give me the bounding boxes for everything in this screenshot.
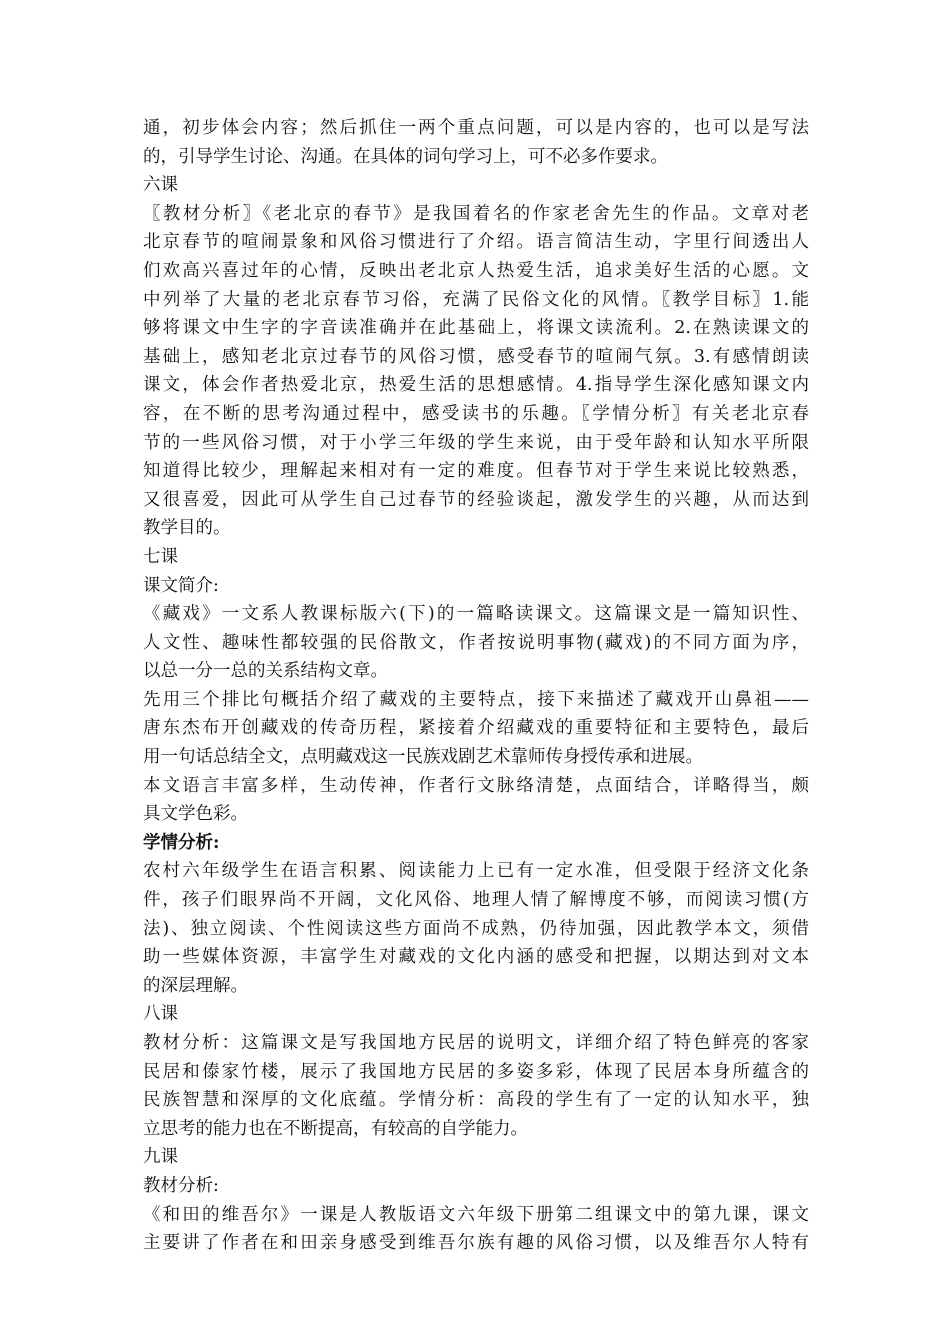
text-line: 主要讲了作者在和田亲身感受到维吾尔族有趣的风俗习惯，以及维吾尔人特有 — [143, 1233, 809, 1254]
text-line: 先用三个排比句概括介绍了藏戏的主要特点，接下来描述了藏戏开山鼻祖—— — [143, 689, 809, 710]
text-line: 容，在不断的思考沟通过程中，感受读书的乐趣。〖学情分析〗有关老北京春 — [143, 403, 809, 424]
section-heading: 学情分析: — [143, 832, 220, 853]
text-line: 九课 — [143, 1147, 178, 1168]
text-line: 唐东杰布开创藏戏的传奇历程，紧接着介绍藏戏的重要特征和主要特色，最后 — [143, 718, 809, 739]
text-line: 六课 — [143, 175, 178, 196]
text-line: 《和田的维吾尔》一课是人教版语文六年级下册第二组课文中的第九课，课文 — [143, 1204, 809, 1225]
text-line: 够将课文中生字的字音读准确并在此基础上，将课文读流利。2.在熟读课文的 — [143, 318, 809, 339]
text-line: 基础上，感知老北京过春节的风俗习惯，感受春节的喧闹气氛。3.有感情朗读 — [143, 346, 809, 367]
text-line: 的深层理解。 — [143, 975, 248, 996]
text-line: 中列举了大量的老北京春节习俗，充满了民俗文化的风情。〖教学目标〗1.能 — [143, 289, 809, 310]
text-line: 的，引导学生讨论、沟通。在具体的词句学习上，可不必多作要求。 — [143, 146, 668, 167]
text-line: 立思考的能力也在不断提高，有较高的自学能力。 — [143, 1118, 528, 1139]
text-line: 知道得比较少，理解起来相对有一定的难度。但春节对于学生来说比较熟悉， — [143, 461, 809, 482]
text-line: 用一句话总结全文，点明藏戏这一民族戏剧艺术靠师传身授传承和进展。 — [143, 747, 703, 768]
text-line: 民居和傣家竹楼，展示了我国地方民居的多姿多彩，体现了民居本身所蕴含的 — [143, 1061, 809, 1082]
text-line: 《藏戏》一文系人教课标版六(下)的一篇略读课文。这篇课文是一篇知识性、 — [143, 604, 809, 625]
text-line: 助一些媒体资源，丰富学生对藏戏的文化内涵的感受和把握，以期达到对文本 — [143, 947, 809, 968]
text-line: 北京春节的喧闹景象和风俗习惯进行了介绍。语言简洁生动，字里行间透出人 — [143, 232, 809, 253]
text-line: 〖教材分析〗《老北京的春节》是我国着名的作家老舍先生的作品。文章对老 — [143, 203, 809, 224]
text-line: 七课 — [143, 546, 178, 567]
text-line: 通，初步体会内容；然后抓住一两个重点问题，可以是内容的，也可以是写法 — [143, 118, 809, 138]
text-line: 人文性、趣味性都较强的民俗散文，作者按说明事物(藏戏)的不同方面为序， — [143, 632, 809, 653]
text-line: 具文学色彩。 — [143, 804, 248, 825]
text-line: 又很喜爱，因此可从学生自己过春节的经验谈起，激发学生的兴趣，从而达到 — [143, 489, 809, 510]
text-line: 节的一些风俗习惯，对于小学三年级的学生来说，由于受年龄和认知水平所限 — [143, 432, 809, 453]
text-line: 课文，体会作者热爱北京，热爱生活的思想感情。4.指导学生深化感知课文内 — [143, 375, 809, 396]
text-line: 件，孩子们眼界尚不开阔，文化风俗、地理人情了解博度不够，而阅读习惯(方 — [143, 890, 809, 911]
document-page — [143, 114, 809, 1258]
text-line: 们欢高兴喜过年的心情，反映出老北京人热爱生活，追求美好生活的心愿。文 — [143, 260, 809, 281]
text-line: 以总一分一总的关系结构文章。 — [143, 661, 388, 682]
text-line: 八课 — [143, 1004, 178, 1025]
text-line: 教材分析: — [143, 1175, 219, 1196]
text-line: 本文语言丰富多样，生动传神，作者行文脉络清楚，点面结合，详略得当，颇 — [143, 775, 809, 796]
text-line: 课文简介: — [143, 575, 219, 596]
text-line: 农村六年级学生在语言积累、阅读能力上已有一定水准，但受限于经济文化条 — [143, 861, 809, 882]
text-line: 教材分析：这篇课文是写我国地方民居的说明文，详细介绍了特色鲜亮的客家 — [143, 1033, 809, 1053]
text-line: 教学目的。 — [143, 518, 231, 539]
text-line: 民族智慧和深厚的文化底蕴。学情分析：高段的学生有了一定的认知水平，独 — [143, 1090, 809, 1111]
text-line: 法)、独立阅读、个性阅读这些方面尚不成熟，仍待加强，因此教学本文，须借 — [143, 918, 809, 939]
